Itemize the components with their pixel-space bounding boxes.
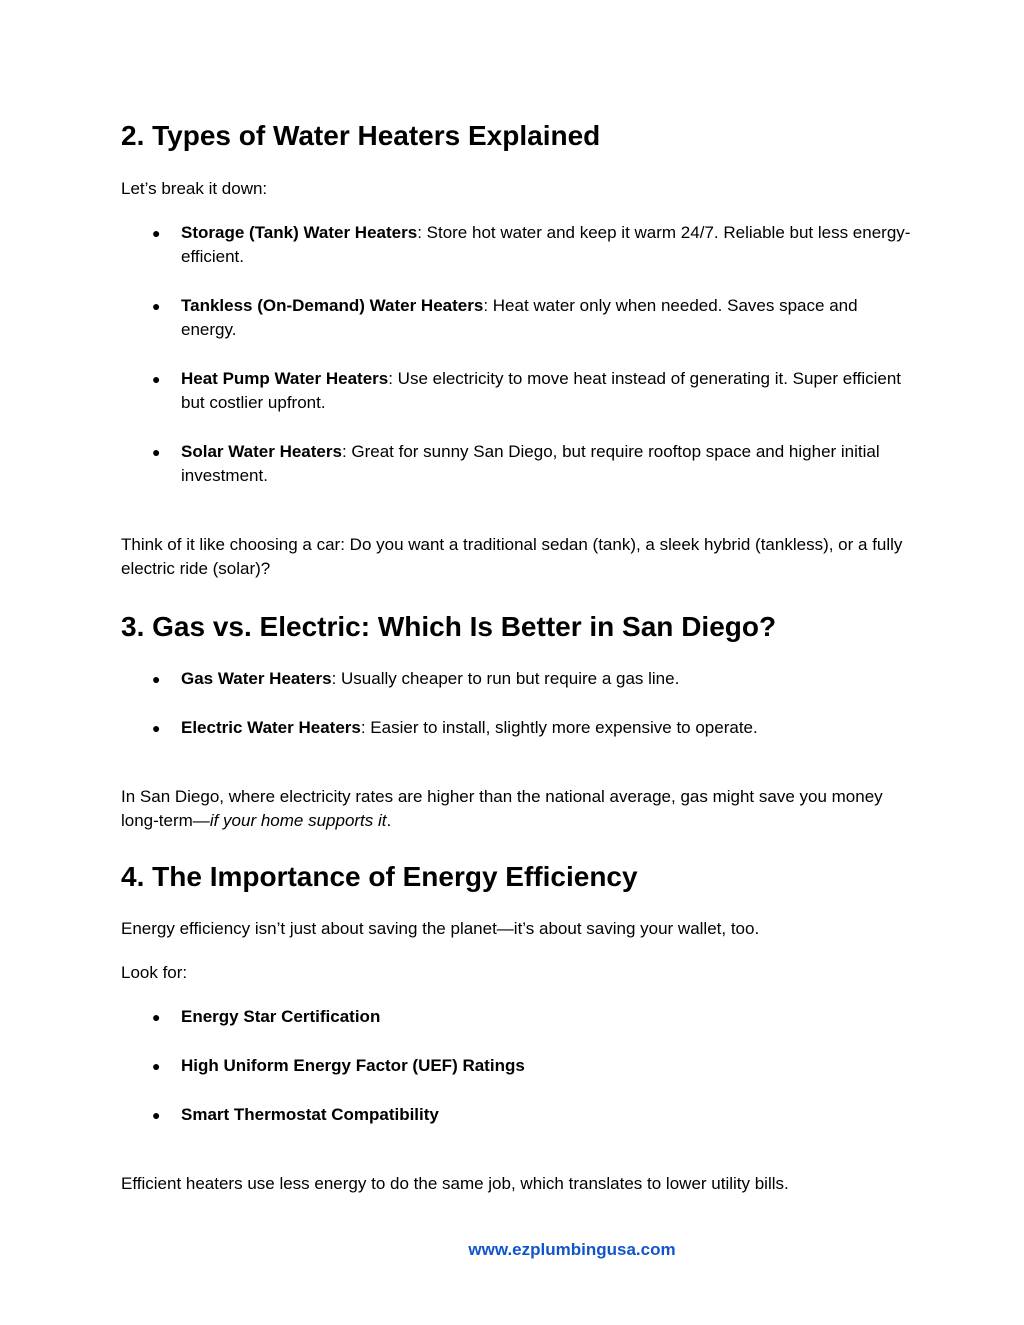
- list-item-desc: : Use electricity to move heat instead of generating it. Super efficient but costlier upfront.: [181, 369, 902, 412]
- list-item: [121, 221, 911, 269]
- bullet-icon: ●: [152, 720, 161, 736]
- list-item-term: Solar Water Heaters: [181, 442, 342, 461]
- list-item-desc: : Heat water only when needed. Saves space and energy.: [181, 296, 858, 339]
- bullet-icon: ●: [152, 298, 161, 314]
- section-3-closing: [121, 785, 911, 833]
- section-2-closing: Think of it like choosing a car: Do you want a traditional sedan (tank), a sleek hybrid (tankless), or a fully electric ride (solar)?: [121, 535, 903, 578]
- bullet-icon: ●: [152, 1058, 161, 1074]
- bullet-icon: ●: [152, 671, 161, 687]
- section-3-closing-text: In San Diego, where electricity rates are higher than the national average, gas might save you money long-term—: [121, 787, 883, 830]
- document-content: [121, 118, 911, 1196]
- bullet-icon: ●: [152, 371, 161, 387]
- list-item-term: High Uniform Energy Factor (UEF) Ratings: [181, 1056, 525, 1075]
- section-4-closing: Efficient heaters use less energy to do the same job, which translates to lower utility bills.: [121, 1174, 789, 1193]
- bullet-icon: ●: [152, 1107, 161, 1123]
- list-item: [121, 294, 911, 342]
- section-3-closing-italic: if your home supports it: [209, 811, 387, 830]
- list-item-desc: : Store hot water and keep it warm 24/7. Reliable but less energy-efficient.: [181, 223, 911, 266]
- section-4-heading: 4. The Importance of Energy Efficiency: [121, 861, 638, 892]
- section-2-intro: Let’s break it down:: [121, 179, 268, 198]
- list-item-term: Energy Star Certification: [181, 1007, 381, 1026]
- list-item: [121, 716, 911, 740]
- list-item: [121, 1005, 911, 1029]
- list-item: [121, 667, 911, 691]
- list-item-desc: : Great for sunny San Diego, but require rooftop space and higher initial investment.: [181, 442, 880, 485]
- list-item: [121, 367, 911, 415]
- list-item-term: Heat Pump Water Heaters: [181, 369, 389, 388]
- bullet-icon: ●: [152, 444, 161, 460]
- list-item: [121, 1103, 911, 1127]
- list-item-desc: : Usually cheaper to run but require a gas line.: [331, 669, 680, 688]
- bullet-icon: ●: [152, 225, 161, 241]
- section-2-list: [121, 221, 911, 488]
- section-4-intro: Energy efficiency isn’t just about saving the planet—it’s about saving your wallet, too.: [121, 919, 760, 938]
- list-item: [121, 1054, 911, 1078]
- section-4-list: [121, 1005, 911, 1127]
- section-2-heading: 2. Types of Water Heaters Explained: [121, 120, 601, 151]
- section-4-look-for: Look for:: [121, 963, 188, 982]
- list-item-term: Gas Water Heaters: [181, 669, 332, 688]
- list-item-desc: : Easier to install, slightly more expensive to operate.: [360, 718, 758, 737]
- list-item: [121, 440, 911, 488]
- list-item-term: Tankless (On-Demand) Water Heaters: [181, 296, 484, 315]
- section-3-heading: 3. Gas vs. Electric: Which Is Better in San Diego?: [121, 611, 777, 642]
- footer-link[interactable]: www.ezplumbingusa.com: [468, 1240, 676, 1259]
- list-item-term: Electric Water Heaters: [181, 718, 361, 737]
- bullet-icon: ●: [152, 1009, 161, 1025]
- section-3-list: [121, 667, 911, 740]
- section-3-closing-end: .: [386, 811, 392, 830]
- list-item-term: Storage (Tank) Water Heaters: [181, 223, 418, 242]
- list-item-term: Smart Thermostat Compatibility: [181, 1105, 439, 1124]
